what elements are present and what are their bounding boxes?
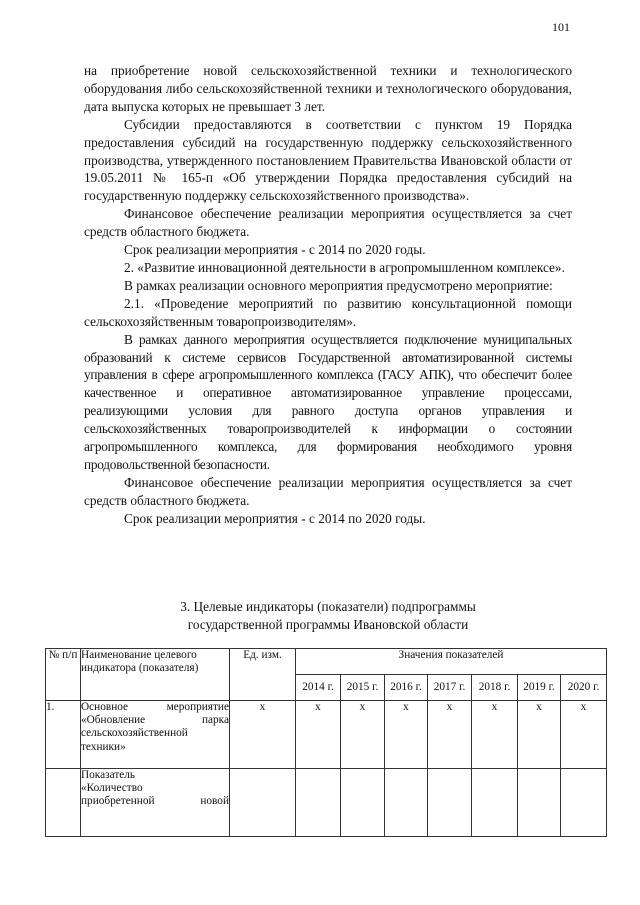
row-2-value-2016 bbox=[385, 769, 428, 837]
year-2018: 2018 г. bbox=[472, 675, 518, 701]
header-name: Наименование целевого индикатора (показателя) bbox=[81, 649, 230, 701]
paragraph-3: Финансовое обеспечение реализации мероприятия осуществляется за счет средств областного бюджета. bbox=[84, 206, 572, 240]
row-1-num: 1. bbox=[46, 701, 81, 769]
year-2020: 2020 г. bbox=[561, 675, 607, 701]
row-1-value-2015: x bbox=[341, 701, 385, 769]
paragraph-5: 2. «Развитие инновационной деятельности в агропромышленном комплексе». bbox=[124, 259, 565, 275]
row-2-value-2019 bbox=[518, 769, 561, 837]
header-unit: Ед. изм. bbox=[230, 649, 296, 701]
row-2-value-2020 bbox=[561, 769, 607, 837]
paragraph-2: Субсидии предоставляются в соответствии с пунктом 19 Порядка предоставления субсидий на государственную поддержку сельскохозяйственного производства, утвержденного постановлением Правительства Ивановской области от 19.05.2011 № 165-п «Об утверждении Порядка предоставления субсидий на государственную поддержку сельскохозяйственного производства». bbox=[84, 116, 572, 204]
year-2017: 2017 г. bbox=[428, 675, 472, 701]
row-1-value-2017: x bbox=[428, 701, 472, 769]
row-1-value-2018: x bbox=[472, 701, 518, 769]
row-2-num bbox=[46, 769, 81, 837]
table-header-row bbox=[46, 649, 607, 675]
row-1-name-rest: сельскохозяйственной техники» bbox=[81, 727, 188, 753]
year-2015: 2015 г. bbox=[341, 675, 385, 701]
row-2-value-2017 bbox=[428, 769, 472, 837]
row-2-value-2018 bbox=[472, 769, 518, 837]
row-2-value-2014 bbox=[296, 769, 341, 837]
paragraph-1: на приобретение новой сельскохозяйственной техники и технологического оборудования либо сельскохозяйственной техники и технологического оборудования, дата выпуска которых не превышает 3 лет. bbox=[84, 63, 572, 114]
row-1-name-line-1: Основное мероприятие bbox=[81, 701, 229, 713]
row-1-name-line-2: «Обновление парка bbox=[81, 714, 229, 727]
row-2-unit bbox=[230, 769, 296, 837]
paragraph-8: В рамках данного мероприятия осуществляется подключение муниципальных образований к системе сервисов Государственной автоматизированной системы управления в сфере агропромышленного комплекса (ГАСУ АПК), что обеспечит более качественное и оперативное автоматизированное управление процессами, реализующими условия для равного доступа органов управления и сельскохозяйственных товаропроизводителей к информации о состоянии агропромышленного комплекса, для формирования необходимого уровня продовольственной безопасности. bbox=[84, 331, 572, 472]
body-text bbox=[84, 62, 572, 528]
header-num: № п/п bbox=[46, 649, 81, 701]
section-title-line-1: 3. Целевые индикаторы (показатели) подпрограммы bbox=[180, 599, 476, 614]
section-title bbox=[84, 598, 572, 634]
paragraph-9: Финансовое обеспечение реализации мероприятия осуществляется за счет средств областного бюджета. bbox=[84, 474, 572, 508]
row-2-name-line-1: Показатель bbox=[81, 769, 136, 781]
table-row bbox=[46, 701, 607, 769]
row-1-unit: x bbox=[230, 701, 296, 769]
row-1-value-2019: x bbox=[518, 701, 561, 769]
row-1-value-2014: x bbox=[296, 701, 341, 769]
row-1-value-2020: x bbox=[561, 701, 607, 769]
header-values: Значения показателей bbox=[296, 649, 607, 675]
table-row bbox=[46, 769, 607, 837]
row-2-name-line-2: «Количество bbox=[81, 782, 143, 795]
row-2-value-2015 bbox=[341, 769, 385, 837]
row-1-name bbox=[81, 701, 230, 769]
row-1-value-2016: x bbox=[385, 701, 428, 769]
row-2-name-line-3: приобретенной новой bbox=[81, 795, 229, 808]
year-2019: 2019 г. bbox=[518, 675, 561, 701]
paragraph-7: 2.1. «Проведение мероприятий по развитию консультационной помощи сельскохозяйственным товаропроизводителям». bbox=[84, 295, 572, 329]
paragraph-6: В рамках реализации основного мероприятия предусмотрено мероприятие: bbox=[124, 277, 553, 293]
page-number: 101 bbox=[552, 20, 570, 34]
paragraph-10: Срок реализации мероприятия - с 2014 по 2020 годы. bbox=[124, 510, 426, 526]
row-2-name bbox=[81, 769, 230, 837]
year-2014: 2014 г. bbox=[296, 675, 341, 701]
year-2016: 2016 г. bbox=[385, 675, 428, 701]
indicators-table bbox=[45, 648, 607, 837]
section-title-line-2: государственной программы Ивановской области bbox=[187, 617, 469, 632]
paragraph-4: Срок реализации мероприятия - с 2014 по 2020 годы. bbox=[124, 242, 426, 258]
